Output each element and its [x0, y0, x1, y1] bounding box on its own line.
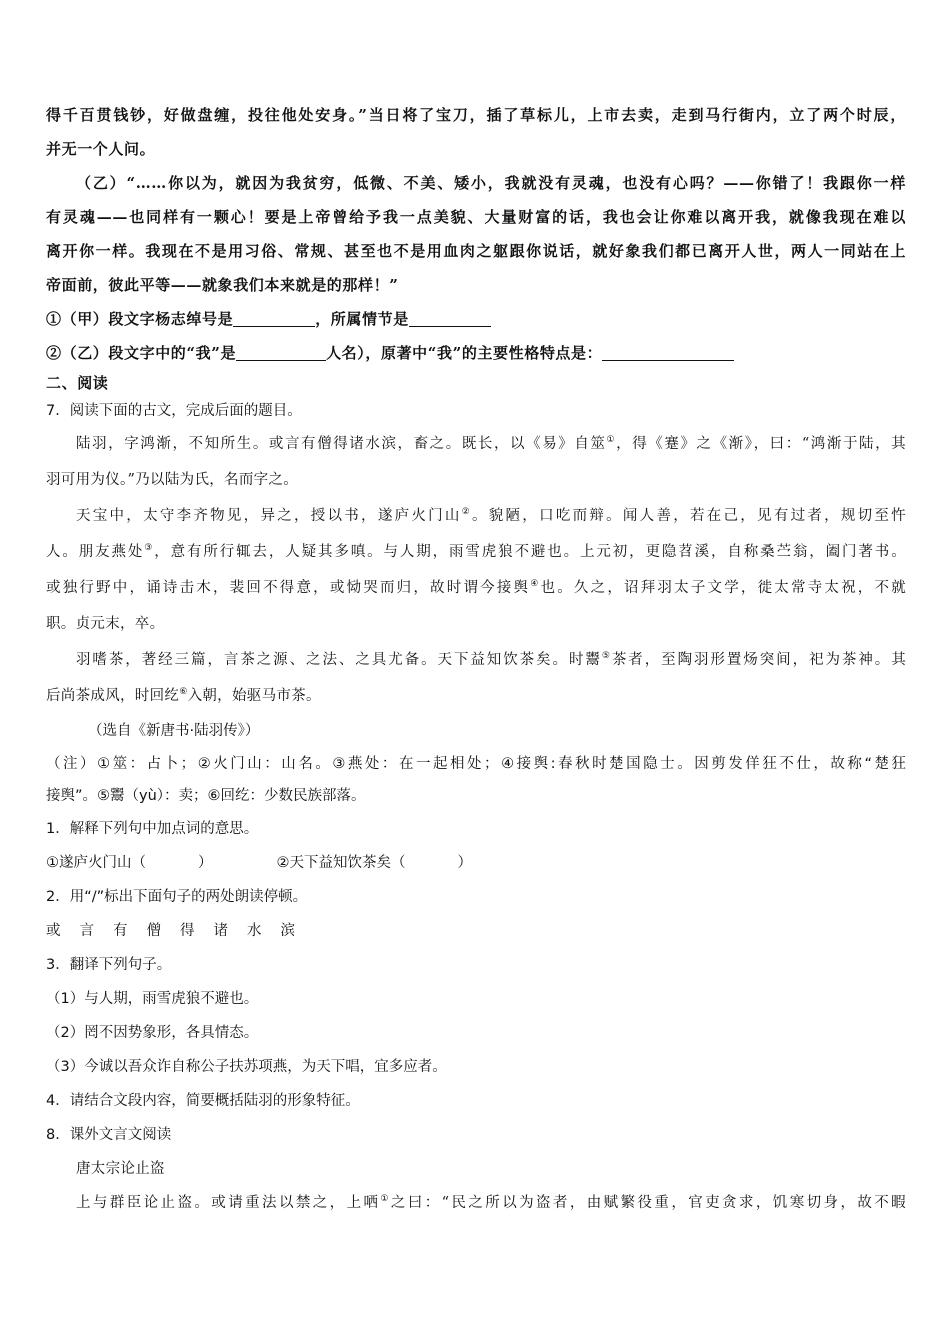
sub-question-item: ②天下益知饮茶矣（	[276, 855, 406, 871]
sub-question-item: ）	[198, 855, 213, 871]
fill-question-2	[46, 336, 906, 370]
q7-passage-line: 职。贞元末，卒。	[46, 616, 165, 632]
q7-passage-line	[46, 642, 906, 678]
yi-passage-line: 有灵魂——也同样有一颗心！要是上帝曾给予我一点美貌、大量财富的话，我也会让你难以离开我，就像我现在难以	[46, 208, 906, 226]
yi-passage-line: 帝面前，彼此平等——就象我们本来就是的那样！”	[46, 276, 399, 294]
q7-passage-line	[46, 426, 906, 462]
document-page	[46, 98, 906, 1220]
translate-item: （2）罔不因势象形，各具情态。	[46, 1025, 259, 1041]
q7-passage-line	[46, 570, 906, 606]
answer-blank[interactable]	[602, 344, 734, 361]
q7-passage-line	[46, 678, 906, 714]
footnote-marker: ⑤	[601, 651, 612, 662]
fill-question-1	[46, 302, 906, 336]
annotation-line: 接舆”。⑤鬻（yù）：卖；⑥回纥：少数民族部落。	[46, 788, 366, 804]
passage-text: 入朝，始驱马市茶。	[187, 688, 321, 704]
sub-question-3: 3．翻译下列句子。	[46, 957, 172, 973]
footnote-marker: ②	[461, 507, 472, 518]
footnote-marker: ⑥	[179, 687, 188, 698]
answer-blank[interactable]	[236, 344, 326, 361]
fill-question-text: ②（乙）段文字中的“我”是	[46, 344, 237, 362]
fill-question-text: ①（甲）段文字杨志绰号是	[46, 310, 234, 328]
passage-text: 或独行野中，诵诗击木，裴回不得意，或恸哭而归，故时谓今接舆	[46, 580, 531, 596]
answer-blank[interactable]	[233, 310, 315, 327]
passage-text: 之曰：“民之所以为盗者，由赋繁役重，官吏贪求，饥寒切身，故不暇	[390, 1195, 906, 1211]
passage-text: 也。久之，诏拜羽太子文学，徙太常寺太祝，不就	[540, 580, 906, 596]
q7-passage-line	[46, 498, 906, 534]
jia-passage-line: 得千百贯钱钞，好做盘缠，投往他处安身。”当日将了宝刀，插了草标儿，上市去卖，走到马行街内，立了两个时辰，	[46, 106, 906, 124]
passage-text: 茶者，至陶羽形置炀突间，祀为茶神。其	[611, 652, 906, 668]
passage-text: 上与群臣论止盗。或请重法以禁之，上哂	[76, 1195, 381, 1211]
sub-question-1: 1．解释下列句中加点词的意思。	[46, 821, 259, 837]
passage-text: 人。朋友燕处	[46, 544, 145, 560]
fill-question-text: 人名），原著中“我”的主要性格特点是：	[326, 344, 603, 362]
footnote-marker: ①	[606, 435, 617, 446]
yi-passage-line: （乙）“……你以为，就因为我贫穷，低微、不美、矮小，我就没有灵魂，也没有心吗？——你错了！我跟你一样	[76, 174, 906, 192]
question-8-title: 8．课外文言文阅读	[46, 1127, 172, 1143]
jia-passage-line: 并无一个人问。	[46, 140, 156, 158]
question-7-title: 7．阅读下面的古文，完成后面的题目。	[46, 403, 302, 419]
passage-text: ，得《蹇》之《渐》，曰：“鸿渐于陆，其	[616, 436, 906, 452]
fill-question-text: ，所属情节是	[315, 310, 409, 328]
translate-item: （1）与人期，雨雪虎狼不避也。	[46, 991, 259, 1007]
footnote-marker: ③	[144, 543, 155, 554]
yi-passage-line: 离开你一样。我现在不是用习俗、常规、甚至也不是用血肉之躯跟你说话，就好象我们都已离开人世，两人一同站在上	[46, 242, 906, 260]
passage-source: （选自《新唐书·陆羽传》）	[88, 723, 260, 739]
sub-question-1-items	[46, 846, 906, 880]
pause-sentence: 或言有僧得诸水滨	[46, 923, 314, 939]
q7-passage-line: 羽可用为仪。”乃以陆为氏，名而字之。	[46, 472, 299, 488]
section-heading: 二、阅读	[46, 374, 109, 392]
annotation-line: （注）①筮：占卜；②火门山：山名。③燕处：在一起相处；④接舆:春秋时楚国隐士。因剪发佯狂不仕，故称“楚狂	[46, 756, 906, 772]
passage-text: 陆羽，字鸿渐，不知所生。或言有僧得诸水滨，畜之。既长，以《易》自筮	[76, 436, 607, 452]
answer-blank[interactable]	[409, 310, 491, 327]
passage-text: ，意有所行辄去，人疑其多嗔。与人期，雨雪虎狼不避也。上元初，更隐苕溪，自称桑苎翁，阖门著书。	[154, 544, 906, 560]
passage-text: 后尚茶成风，时回纥	[46, 688, 180, 704]
passage-text: 天宝中，太守李齐物见，异之，授以书，遂庐火门山	[76, 508, 462, 524]
passage-text: 羽嗜茶，著经三篇，言茶之源、之法、之具尤备。天下益知饮茶矣。时鬻	[76, 652, 602, 668]
q7-passage-line	[46, 534, 906, 570]
footnote-marker: ④	[530, 579, 541, 590]
q8-passage-line	[46, 1186, 906, 1220]
sub-question-2: 2．用“/”标出下面句子的两处朗读停顿。	[46, 889, 308, 905]
translate-item: （3）今诚以吾众诈自称公子扶苏项燕，为天下唱，宜多应者。	[46, 1059, 447, 1075]
sub-question-4: 4．请结合文段内容，简要概括陆羽的形象特征。	[46, 1093, 360, 1109]
sub-question-item: ）	[457, 855, 472, 871]
passage-text: 。貌陋，口吃而辩。闻人善，若在己，见有过者，规切至忤	[472, 508, 906, 524]
passage-title: 唐太宗论止盗	[76, 1161, 165, 1177]
footnote-marker: ①	[380, 1194, 391, 1205]
sub-question-item: ①遂庐火门山（	[46, 855, 146, 871]
